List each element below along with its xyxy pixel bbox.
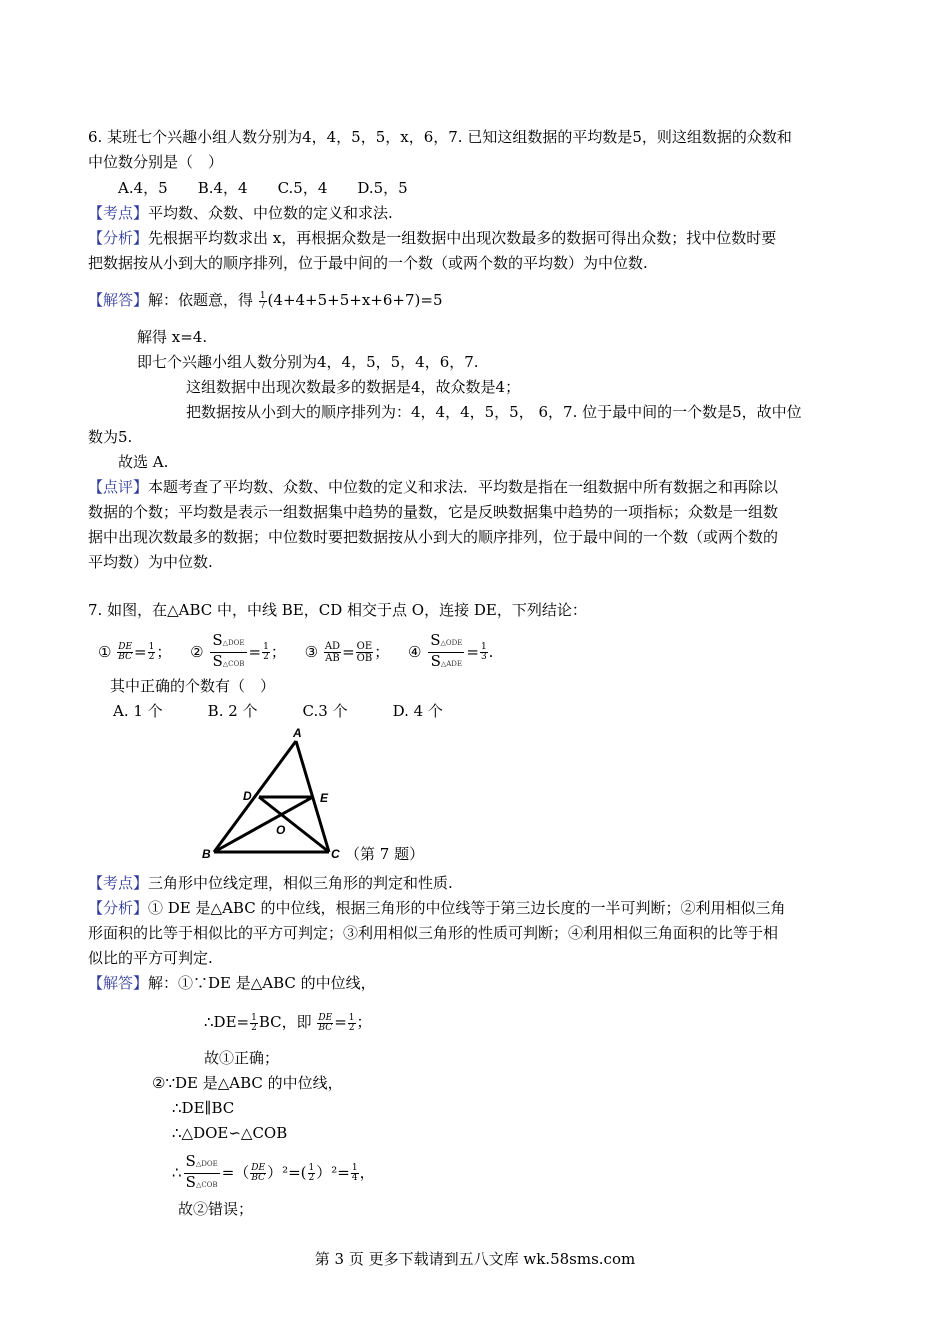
- c2-num-s: S: [212, 631, 223, 649]
- page-footer: 第 3 页 更多下载请到五八文库 wk.58sms.com: [314, 1250, 636, 1268]
- j2-ratio: [317, 1014, 333, 1033]
- jieda-tag: 【解答】: [88, 974, 149, 992]
- c4-num-sub: △ODE: [440, 639, 463, 647]
- q6-dianping-line4: 平均数）为中位数.: [88, 553, 213, 571]
- j7-result-num: 1: [351, 1163, 358, 1173]
- q6-dianping-line2: 数据的个数；平均数是表示一组数据集中趋势的量数，它是反映数据集中趋势的一项指标；众数是一组数: [88, 503, 779, 521]
- j7-end: ，: [359, 1163, 375, 1182]
- conclusion-2: ② S△DOE S△COB = $\frac{1}{2}$ ；: [190, 643, 290, 661]
- q7-jieda-line6: ∴△DOE∽△COB: [172, 1124, 288, 1142]
- c4-den-sub: △ADE: [440, 660, 463, 668]
- j7-half: [308, 1164, 316, 1183]
- q7-jieda-line2: [204, 1007, 372, 1037]
- label-B: B: [202, 847, 211, 861]
- q7-question: 其中正确的个数有（ ）: [110, 677, 276, 695]
- jieda-tag: 【解答】: [88, 291, 149, 309]
- j2-end: ；: [356, 1013, 372, 1031]
- c4-val-den: 3: [480, 652, 487, 662]
- c1-value: [148, 643, 156, 662]
- j7-ratio-num: DE: [251, 1163, 266, 1173]
- q7-fenxi-line1: [88, 898, 785, 918]
- c4-num-s: S: [430, 631, 441, 649]
- j7-square-close: ）²=: [316, 1163, 350, 1182]
- dianping-text: 本题考查了平均数、众数、中位数的定义和求法．平均数是指在一组数据中所有数据之和再除以: [148, 478, 779, 496]
- q6-fenxi-line2: 把数据按从小到大的顺序排列，位于最中间的一个数（或两个数的平均数）为中位数.: [88, 254, 648, 272]
- fenxi-tag: 【分析】: [88, 899, 149, 917]
- j7-square-open: ）²=(: [267, 1163, 307, 1182]
- q7-jieda-line5: ∴DE∥BC: [172, 1099, 235, 1117]
- j2-ratio-den: BC: [318, 1022, 333, 1033]
- label-A: A: [293, 728, 302, 740]
- j2-value-num: 1: [348, 1012, 355, 1023]
- j7-ratio: [250, 1164, 266, 1183]
- figure-caption: （第 7 题）: [345, 845, 425, 863]
- label-O: O: [276, 823, 286, 837]
- conclusion-4: ④ S△ODE S△ADE = $\frac{1}{3}$ .: [408, 643, 493, 661]
- j7-num-sub: △DOE: [195, 1160, 218, 1168]
- j2-half: [250, 1014, 258, 1033]
- jieda-text: 解：①∵DE 是△ABC 的中位线，: [148, 974, 376, 992]
- j7-den-sub: △COB: [195, 1181, 218, 1189]
- c3-right-ratio: [356, 641, 374, 664]
- q6-step5: 数为5.: [88, 428, 133, 446]
- c2-area-ratio: [210, 632, 246, 673]
- conclusion-3-mark: ③: [304, 642, 319, 661]
- j7-ratio-den: BC: [251, 1173, 265, 1183]
- q6-stem-line2: 中位数分别是（ ）: [88, 153, 224, 171]
- c1-val-num: 1: [148, 642, 155, 652]
- c1-den: BC: [118, 652, 132, 662]
- c1-ratio: [117, 643, 133, 662]
- c2-num-sub: △DOE: [222, 639, 245, 647]
- median-BE: [214, 797, 313, 852]
- c3-left-num: AD: [324, 641, 341, 652]
- c3-left-ratio: [324, 641, 341, 664]
- label-D: D: [243, 789, 252, 803]
- c3-right-den: OB: [356, 653, 373, 664]
- c1-val-den: 2: [148, 652, 155, 662]
- c4-den-s: S: [430, 652, 441, 670]
- q7-stem: 7. 如图，在△ABC 中，中线 BE，CD 相交于点 O，连接 DE，下列结论：: [88, 601, 587, 619]
- q7-jieda-line1: [88, 973, 376, 993]
- q7-jieda-line8: 故②错误；: [178, 1200, 254, 1218]
- j7-area-ratio: [184, 1153, 220, 1194]
- kaodian-tag: 【考点】: [88, 874, 149, 892]
- j7-result: [351, 1164, 359, 1183]
- q6-stem-line1: 6. 某班七个兴趣小组人数分别为4，4，5，5，x，6，7. 已知这组数据的平均数是5，则这组数据的众数和: [88, 128, 792, 146]
- label-E: E: [320, 791, 329, 805]
- label-C: C: [331, 847, 340, 861]
- q6-step6: 故选 A.: [118, 453, 169, 471]
- frac-denominator: 7: [259, 300, 266, 311]
- fenxi-text: 先根据平均数求出 x，再根据众数是一组数据中出现次数最多的数据可得出众数；找中位数时要: [148, 229, 777, 247]
- fraction-one-seventh: [259, 292, 267, 311]
- jieda-prefix: 解：依题意，得: [148, 291, 254, 309]
- c2-den-sub: △COB: [222, 660, 245, 668]
- c2-val-den: 2: [263, 652, 269, 662]
- c4-area-ratio: [428, 632, 464, 673]
- q6-jieda-line: [88, 290, 443, 311]
- j2-value: [348, 1014, 356, 1033]
- q7-options: A. 1 个 B. 2 个 C.3 个 D. 4 个: [113, 702, 443, 720]
- kaodian-tag: 【考点】: [88, 204, 149, 222]
- q7-fenxi-line3: 似比的平方可判定.: [88, 949, 213, 967]
- q7-conclusions: [98, 632, 493, 673]
- j2-ratio-num: DE: [318, 1012, 333, 1023]
- c2-val-num: 1: [263, 642, 269, 652]
- c2-value: [262, 643, 270, 662]
- c2-den-s: S: [212, 652, 223, 670]
- j2-value-den: 2: [348, 1022, 355, 1033]
- j7-num-s: S: [185, 1152, 196, 1170]
- jieda-expression: (4+4+5+5+x+6+7)=5: [267, 291, 443, 309]
- j7-result-den: 4: [351, 1173, 358, 1183]
- q6-step2: 即七个兴趣小组人数分别为4，4，5，5，4，6，7.: [137, 353, 479, 371]
- q6-kaodian: [88, 203, 393, 223]
- j7-open: =（: [221, 1163, 250, 1182]
- q6-step4: 把数据按从小到大的顺序排列为：4，4，4，5，5， 6，7. 位于最中间的一个数是5，故中位: [186, 403, 802, 421]
- conclusion-2-mark: ②: [190, 642, 204, 661]
- j2-equals: =: [334, 1013, 347, 1031]
- c3-left-den: AB: [325, 653, 340, 664]
- conclusion-4-mark: ④: [407, 642, 422, 661]
- conclusion-1-mark: ①: [98, 642, 112, 661]
- fenxi-text: ① DE 是△ABC 的中位线，根据三角形的中位线等于第三边长度的一半可判断；②利用相似三角: [148, 899, 786, 917]
- j2-middle: BC，即: [258, 1013, 312, 1031]
- j2-prefix: ∴DE=: [204, 1013, 250, 1031]
- kaodian-text: 平均数、众数、中位数的定义和求法.: [148, 204, 393, 222]
- q7-jieda-line3: 故①正确；: [204, 1049, 280, 1067]
- fenxi-tag: 【分析】: [88, 229, 149, 247]
- j7-half-den: 2: [308, 1173, 315, 1183]
- c4-val-num: 1: [480, 642, 487, 652]
- j2-half-den: 2: [251, 1022, 257, 1033]
- kaodian-text: 三角形中位线定理，相似三角形的判定和性质.: [148, 874, 453, 892]
- j7-half-num: 1: [308, 1163, 315, 1173]
- j2-half-num: 1: [251, 1012, 257, 1023]
- c4-value: [480, 643, 488, 662]
- frac-numerator: 1: [259, 290, 266, 301]
- q7-jieda-line7: [172, 1153, 375, 1194]
- q6-dianping-line3: 据中出现次数最多的数据；中位数时要把数据按从小到大的顺序排列，位于最中间的一个数（或两个数的: [88, 528, 779, 546]
- q6-step3: 这组数据中出现次数最多的数据是4，故众数是4；: [186, 378, 521, 396]
- dianping-tag: 【点评】: [88, 478, 149, 496]
- conclusion-3: ③ $\frac{AD}{AB}$ = $\frac{OE}{OB}$ ；: [304, 641, 394, 664]
- q7-fenxi-line2: 形面积的比等于相似比的平方可判定；③利用相似三角形的性质可判断；④利用相似三角面积的比等于相: [88, 924, 779, 942]
- q6-dianping-line1: [88, 477, 778, 497]
- j7-therefore: ∴: [172, 1163, 182, 1182]
- q6-fenxi-line1: [88, 228, 776, 248]
- median-CD: [259, 797, 329, 852]
- j7-den-s: S: [185, 1173, 196, 1191]
- conclusion-1: ① $\frac{DE}{BC}$ = $\frac{1}{2}$ ；: [98, 642, 177, 662]
- q6-step1: 解得 x=4.: [137, 328, 208, 346]
- c3-right-num: OE: [356, 641, 373, 652]
- c1-num: DE: [118, 642, 133, 652]
- q6-options: A.4，5 B.4，4 C.5，4 D.5，5: [118, 179, 408, 197]
- q7-kaodian: [88, 873, 453, 893]
- q7-jieda-line4: ②∵DE 是△ABC 的中位线，: [152, 1074, 343, 1092]
